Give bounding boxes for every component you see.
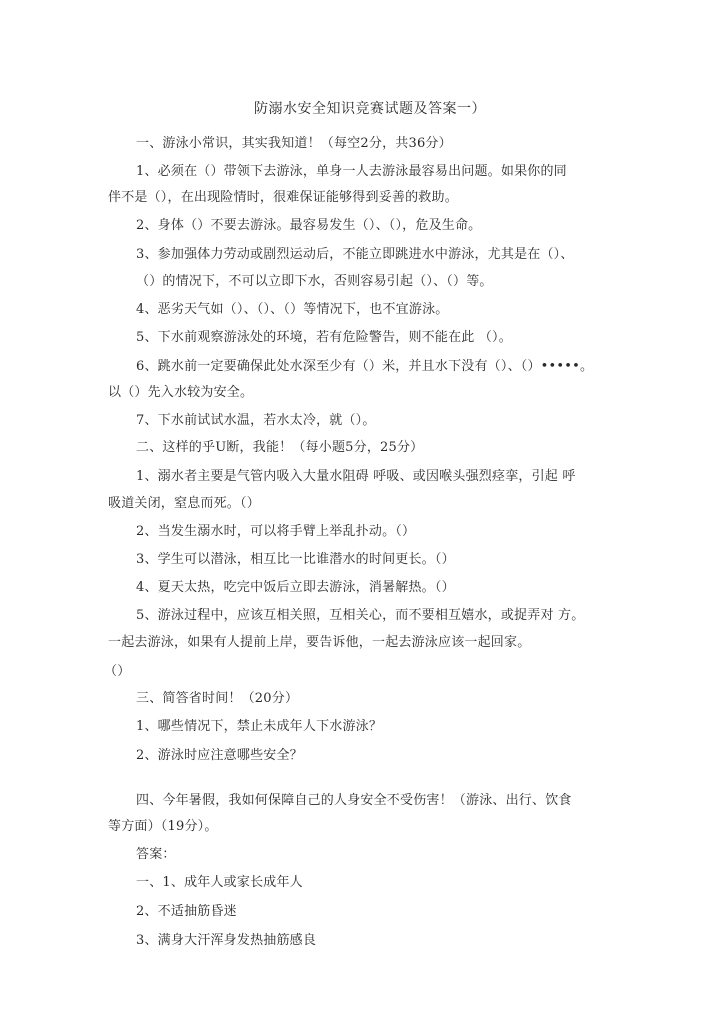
section-2-question-4: 4、夏天太热，吃完中饭后立即去游泳，消暑解热。（） <box>136 580 455 595</box>
section-2-question-2: 2、当发生溺水时，可以将手臂上举乱扑动。（） <box>136 524 416 539</box>
section-3-heading: 三、简答省时间！（20分） <box>136 691 299 706</box>
answer-1: 一、1、成年人或家长成年人 <box>136 875 303 890</box>
section-2-question-1-line-1: 1、溺水者主要是气管内吸入大量水阻碍 呼吸、或因喉头强烈痉挛，引起 呼 <box>136 469 576 484</box>
section-1-question-3-line-1: 3、参加强体力劳动或剧烈运动后，不能立即跳进水中游泳，尤其是在（）、 <box>136 247 574 262</box>
section-3-question-1: 1、哪些情况下，禁止未成年人下水游泳？ <box>136 719 383 734</box>
section-1-question-6-line-1: 6、跳水前一定要确保此处水深至少有（）米，并且水下没有（）、（）•••••。 <box>136 359 594 374</box>
section-3-question-2: 2、游泳时应注意哪些安全？ <box>136 748 303 763</box>
document-title: 防溺水安全知识竞赛试题及答案一） <box>254 101 486 117</box>
section-2-question-5-line-2: 一起去游泳，如果有人提前上岸，要告诉他，一起去游泳应该一起回家。 <box>108 635 531 650</box>
section-2-heading: 二、这样的乎U断，我能！（每小题5分，25分） <box>136 440 424 455</box>
section-4-heading-line-2: 等方面）（19分）。 <box>108 819 218 834</box>
section-2-question-1-line-2: 吸道关闭，窒息而死。（） <box>108 496 260 511</box>
section-1-question-2: 2、身体（）不要去游泳。最容易发生（）、（），危及生命。 <box>136 218 482 233</box>
section-1-question-1-line-2: 伴不是（），在出现险情时，很难保证能够得到妥善的救助。 <box>108 190 458 205</box>
section-1-heading: 一、游泳小常识，其实我知道！（每空2分，共36分） <box>136 136 452 151</box>
answer-2: 2、不适抽筋昏迷 <box>136 904 237 919</box>
section-1-question-7: 7、下水前试试水温，若水太冷，就（）。 <box>136 413 376 428</box>
section-1-question-5: 5、下水前观察游泳处的环境，若有危险警告，则不能在此 （）。 <box>136 330 512 345</box>
section-1-question-3-line-2: （）的情况下，不可以立即下水，否则容易引起（）、（）等。 <box>136 274 493 289</box>
section-1-question-6-line-2: 以（）先入水较为安全。 <box>108 385 254 400</box>
section-4-heading-line-1: 四、今年暑假，我如何保障自己的人身安全不受伤害！（游泳、出行、饮食 <box>136 793 572 808</box>
section-2-question-3: 3、学生可以潜泳，相互比一比谁潜水的时间更长。（） <box>136 552 455 567</box>
section-2-question-5-line-1: 5、游泳过程中，应该互相关照，互相关心，而不要相互嬉水，或捉弄对 方。 <box>136 608 585 623</box>
answers-label: 答案： <box>136 847 176 862</box>
section-1-question-4: 4、恶劣天气如（）、（）、（）等情况下，也不宜游泳。 <box>136 302 449 317</box>
answer-3: 3、满身大汗浑身发热抽筋感良 <box>136 933 317 948</box>
section-1-question-1-line-1: 1、必须在（）带领下去游泳，单身一人去游泳最容易出问题。如果你的同 <box>136 164 567 179</box>
section-2-question-5-line-3: （） <box>104 664 131 679</box>
